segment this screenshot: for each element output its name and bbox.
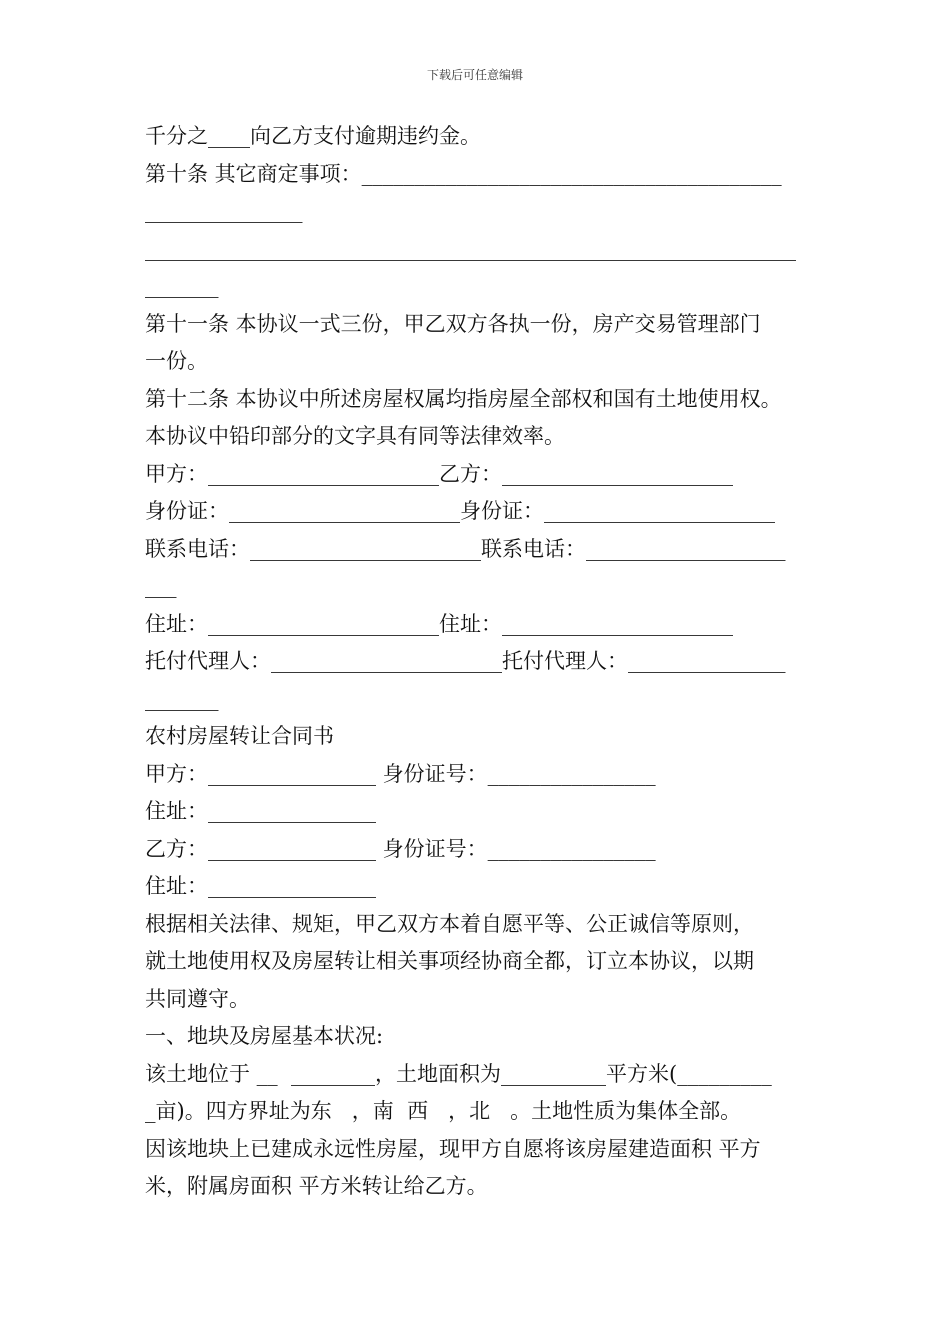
text-line: 米，附属房面积 平方米转让给乙方。 [145,1174,488,1198]
text-line: 住址：________________ [145,874,376,898]
text-line: _______ [145,686,219,711]
text-line: 就土地使用权及房屋转让相关事项经协商全都，订立本协议，以期 [145,949,754,973]
text-line: 该土地位于 __ ________，土地面积为__________平方米(_________ [145,1061,772,1086]
text-line: 一份。 [145,349,208,373]
text-line: 第十二条 本协议中所述房屋权属均指房屋全部权和国有土地使用权。 [145,386,782,411]
text-line: 托付代理人：______________________托付代理人：_______________ [145,649,786,673]
section-title: 农村房屋转让合同书 [145,724,334,748]
page-header: 下载后可任意编辑 [426,68,523,82]
text-line: 身份证：______________________身份证：______________________ [145,499,775,523]
text-line: 乙方：________________ 身份证号：________________ [145,836,656,861]
text-line: 住址：________________ [145,799,376,823]
text-line: ______________________________________________________________ [145,236,796,261]
text-line: ___ [145,574,177,598]
text-line: 共同遵守。 [145,986,250,1011]
text-line: 根据相关法律、规矩，甲乙双方本着自愿平等、公正诚信等原则， [145,911,754,936]
text-line: 联系电话：______________________联系电话：___________________ [145,536,786,561]
text-line: 第十一条 本协议一式三份，甲乙双方各执一份，房产交易管理部门 [145,311,761,336]
text-line: 因该地块上已建成永远性房屋，现甲方自愿将该房屋建造面积 平方 [145,1136,761,1161]
text-line: 住址：______________________住址：______________________ [145,611,733,636]
text-line: _亩)。四方界址为东 ，南 西 ，北 。土地性质为集体全部。 [145,1099,742,1123]
text-line: 本协议中铅印部分的文字具有同等法律效率。 [145,424,565,448]
text-line: 一、地块及房屋基本状况: [145,1024,384,1048]
text-line: 甲方：______________________乙方：______________________ [145,461,733,486]
text-line: 千分之____向乙方支付逾期违约金。 [145,124,481,148]
text-line: _______________ [145,199,303,223]
document-body [145,118,825,1206]
text-line: 甲方：________________ 身份证号：________________ [145,761,656,786]
text-line: 第十条 其它商定事项：________________________________________ [145,161,782,186]
text-line: _______ [145,274,219,298]
